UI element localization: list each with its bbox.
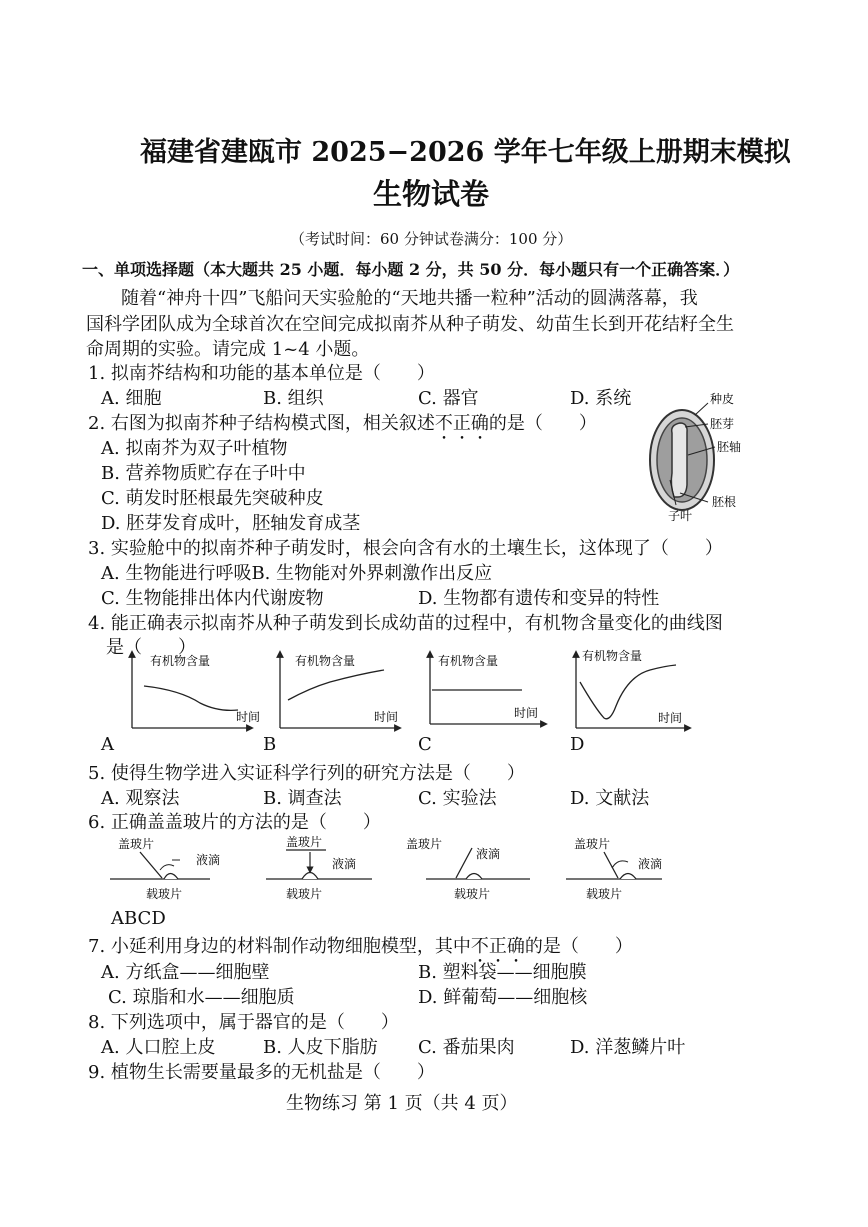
fig-c-drop-label: 液滴 — [476, 847, 501, 861]
label-seed-coat: 种皮 — [710, 392, 735, 406]
q2-option-c: C. 萌发时胚根最先突破种皮 — [101, 488, 324, 509]
graph-d-ylabel: 有机物含量 — [582, 649, 643, 663]
graph-c — [430, 653, 544, 724]
q8-option-b: B. 人皮下脂肪 — [263, 1037, 378, 1058]
graph-c-ylabel: 有机物含量 — [438, 654, 499, 668]
q6-letters: ABCD — [111, 908, 166, 929]
seed-structure-figure — [640, 385, 755, 530]
q7-stem-part2: 的是（ ） — [524, 936, 633, 957]
q2-option-b: B. 营养物质贮存在子叶中 — [101, 463, 306, 484]
exam-title: 福建省建瓯市 2025−2026 学年七年级上册期末模拟 — [140, 137, 791, 168]
fig-b-drop-label: 液滴 — [332, 857, 357, 871]
q1-option-b: B. 组织 — [263, 388, 324, 409]
label-cotyledon: 子叶 — [668, 509, 693, 523]
q7-option-b: B. 塑料袋——细胞膜 — [418, 962, 587, 983]
q6-figures — [100, 830, 700, 906]
q2-option-a: A. 拟南芥为双子叶植物 — [101, 438, 288, 459]
q5-option-d: D. 文献法 — [570, 788, 650, 809]
q3-option-c: C. 生物能排出体内代谢废物 — [101, 588, 324, 609]
q4-stem-line2: 是（ ） — [106, 637, 196, 658]
q7-stem-emphasis: 不正确 — [470, 936, 525, 957]
q3-stem: 3. 实验舱中的拟南芥种子萌发时，根会向含有水的土壤生长，这体现了（ ） — [88, 538, 723, 559]
q1-option-c: C. 器官 — [418, 388, 479, 409]
q7-option-d: D. 鲜葡萄——细胞核 — [418, 987, 588, 1008]
fig-d-cover-label: 盖玻片 — [574, 837, 611, 851]
q7-option-a: A. 方纸盒——细胞壁 — [101, 962, 270, 983]
label-hypocotyl: 胚轴 — [717, 440, 742, 454]
q1-option-d: D. 系统 — [570, 388, 632, 409]
fig-c-slide-label: 载玻片 — [454, 887, 491, 901]
embryo-axis-shape — [671, 423, 687, 497]
q3-option-d: D. 生物都有遗传和变异的特性 — [418, 588, 660, 609]
q7-stem-part1: 7. 小延利用身边的材料制作动物细胞模型，其中 — [88, 936, 471, 957]
coverslip-figure-b — [266, 834, 372, 901]
fig-b-slide-label: 载玻片 — [286, 887, 323, 901]
q4-letter-a: A — [101, 734, 114, 755]
fig-b-cover-label: 盖玻片 — [286, 835, 323, 849]
fig-d-drop-label: 液滴 — [638, 857, 663, 871]
fig-a-cover-label: 盖玻片 — [118, 837, 155, 851]
graph-a-ylabel: 有机物含量 — [150, 654, 211, 668]
seed-coat-pointer — [695, 403, 708, 415]
q3-option-ab: A. 生物能进行呼吸B. 生物能对外界刺激作出反应 — [101, 563, 493, 584]
q5-option-c: C. 实验法 — [418, 788, 497, 809]
fig-a-slide-label: 载玻片 — [146, 887, 183, 901]
q6-stem: 6. 正确盖盖玻片的方法的是（ ） — [88, 812, 381, 833]
graph-b-ylabel: 有机物含量 — [295, 654, 356, 668]
q2-stem-part2: 的是（ ） — [488, 413, 597, 434]
graph-a-xlabel: 时间 — [236, 710, 261, 724]
graph-c-xlabel: 时间 — [514, 706, 539, 720]
fig-a-drop-label: 液滴 — [196, 853, 221, 867]
q4-letter-b: B — [263, 734, 277, 755]
section-heading: 一、单项选择题（本大题共 25 小题．每小题 2 分，共 50 分．每小题只有一个正确答案．） — [82, 260, 740, 279]
fig-c-cover-label: 盖玻片 — [406, 837, 443, 851]
label-radicle: 胚根 — [712, 495, 737, 509]
q4-letter-c: C — [418, 734, 432, 755]
intro-line-2: 国科学团队成为全球首次在空间完成拟南芥从种子萌发、幼苗生长到开花结籽全生 — [86, 314, 734, 335]
graph-b-curve — [288, 670, 384, 700]
q8-stem: 8. 下列选项中，属于器官的是（ ） — [88, 1012, 399, 1033]
intro-line-3: 命周期的实验。请完成 1~4 小题。 — [86, 339, 370, 360]
intro-line-1: 随着“神舟十四”飞船问天实验舱的“天地共播一粒种”活动的圆满落幕，我 — [121, 288, 698, 309]
q4-graphs — [110, 648, 700, 732]
graph-d-xlabel: 时间 — [658, 711, 683, 725]
label-plumule: 胚芽 — [710, 417, 735, 431]
q5-option-a: A. 观察法 — [101, 788, 180, 809]
graph-b — [280, 653, 398, 728]
q2-option-d: D. 胚芽发育成叶，胚轴发育成茎 — [101, 513, 361, 534]
graph-a — [132, 653, 260, 728]
q2-stem-part1: 2. 右图为拟南芥种子结构模式图，相关叙述 — [88, 413, 435, 434]
q8-option-d: D. 洋葱鳞片叶 — [570, 1037, 686, 1058]
exam-info: （考试时间：60 分钟试卷满分：100 分） — [290, 230, 573, 248]
coverslip-figure-c — [406, 836, 530, 901]
page-footer: 生物练习 第 1 页（共 4 页） — [286, 1093, 518, 1114]
q2-stem-emphasis: 不正确 — [434, 413, 489, 434]
graph-a-curve — [144, 686, 238, 710]
q4-stem-line1: 4. 能正确表示拟南芥从种子萌发到长成幼苗的过程中，有机物含量变化的曲线图 — [88, 613, 723, 634]
graph-d — [576, 648, 688, 728]
q1-option-a: A. 细胞 — [101, 388, 162, 409]
q7-option-c: C. 琼脂和水——细胞质 — [108, 987, 295, 1008]
q5-option-b: B. 调查法 — [263, 788, 342, 809]
coverslip-figure-a — [110, 836, 220, 901]
q5-stem: 5. 使得生物学进入实证科学行列的研究方法是（ ） — [88, 763, 525, 784]
graph-b-xlabel: 时间 — [374, 710, 399, 724]
q1-stem: 1. 拟南芥结构和功能的基本单位是（ ） — [88, 363, 435, 384]
exam-subtitle: 生物试卷 — [373, 177, 490, 211]
fig-d-slide-label: 载玻片 — [586, 887, 623, 901]
q8-option-a: A. 人口腔上皮 — [101, 1037, 216, 1058]
q4-letter-d: D — [570, 734, 585, 755]
q9-stem: 9. 植物生长需要量最多的无机盐是（ ） — [88, 1062, 435, 1083]
coverslip-figure-d — [566, 836, 662, 901]
q8-option-c: C. 番茄果肉 — [418, 1037, 515, 1058]
